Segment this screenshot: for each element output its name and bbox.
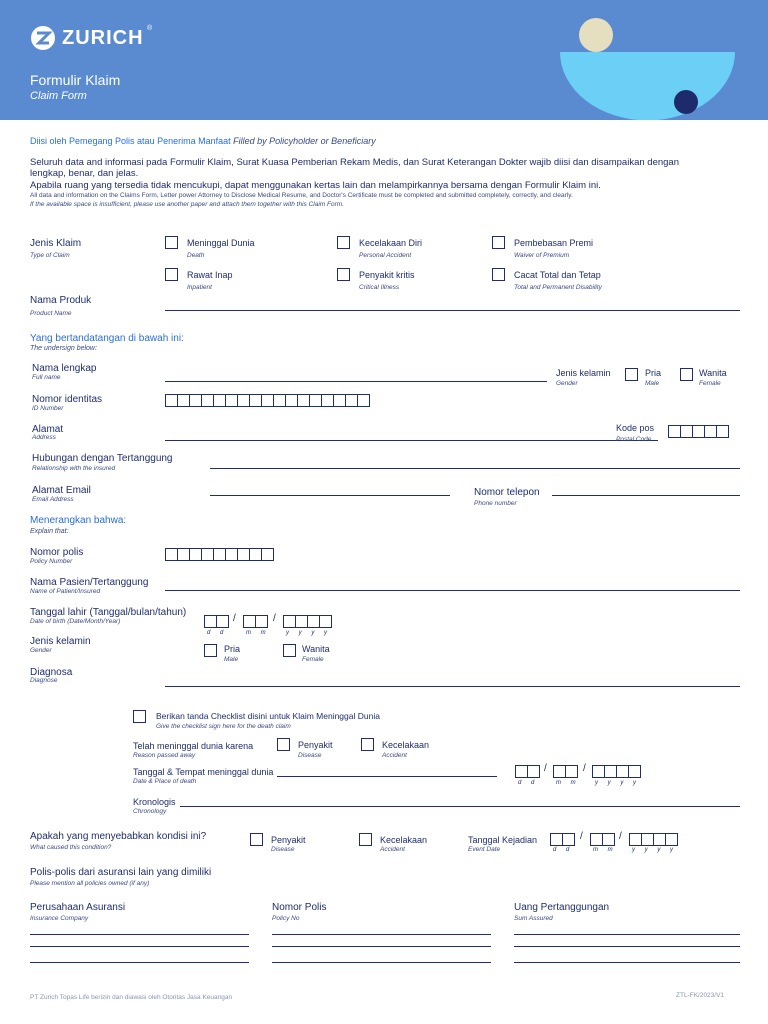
diagnosis-en: Diagnose [30,677,58,684]
header-decoration [0,0,768,120]
intro-para1-line2: lengkap, benar, dan jelas. [30,168,139,179]
col-insurance-company-en: Insurance Company [30,915,89,922]
death-slash-2: / [583,763,586,774]
undersign-title-en: The undersign below: [30,345,97,352]
dob-mm-hint: m m [246,630,270,636]
policy-number-label: Nomor polis [30,547,84,558]
brand-mark: ® [147,25,153,32]
checkbox-death-accident[interactable] [361,738,374,751]
postal-en: Postal Code [616,436,652,443]
header-banner [0,0,768,120]
cause-en: What caused this condition? [30,844,112,851]
footer-form-code: ZTL-FK/2023/V1 [676,992,725,999]
col-sum-assured-label: Uang Pertanggungan [514,902,610,913]
sum-assured-input-line-2[interactable] [514,946,740,947]
address-en: Address [32,434,56,441]
col-insurance-company-label: Perusahaan Asuransi [30,902,126,913]
checkbox-critical-illness[interactable] [337,268,350,281]
option-personal-accident-en: Personal Accident [359,252,412,259]
product-label-en: Product Name [30,310,72,317]
female-label: Wanita [699,368,727,378]
event-month-boxes[interactable] [590,833,614,846]
event-dd-hint: d d [553,847,574,853]
checkbox-inpatient[interactable] [165,268,178,281]
id-number-boxes[interactable] [165,394,369,407]
patient-male-label: Pria [224,644,241,654]
option-waiver-label: Pembebasan Premi [514,238,594,248]
dob-day-boxes[interactable] [204,615,228,628]
patient-name-input-line[interactable] [165,590,740,591]
event-date-label: Tanggal Kejadian [468,835,538,845]
dob-label: Tanggal lahir (Tanggal/bulan/tahun) [30,607,187,618]
phone-input-line[interactable] [552,495,740,496]
option-waiver-en: Waiver of Premium [514,252,570,259]
death-slash-1: / [544,763,547,774]
death-year-boxes[interactable] [592,765,640,778]
checkbox-patient-female[interactable] [283,644,296,657]
event-year-boxes[interactable] [629,833,677,846]
policy-no-input-line-1[interactable] [272,934,491,935]
death-yyyy-hint: y y y y [595,780,641,786]
footer-license: PT Zurich Topas Life berizin dan diawasi oleh Otoritas Jasa Keuangan [30,994,233,1001]
patient-gender-label: Jenis kelamin [30,636,91,647]
policy-number-boxes[interactable] [165,548,273,561]
patient-name-en: Name of Patient/Insured [30,588,101,595]
death-check-en: Give the checklist sign here for the death claim [156,723,291,730]
event-slash-1: / [580,831,583,842]
checkbox-cause-disease[interactable] [250,833,263,846]
explain-title: Menerangkan bahwa: [30,515,127,526]
checkbox-death-claim[interactable] [133,710,146,723]
gender-label: Jenis kelamin [556,368,611,378]
death-place-input-line[interactable] [277,776,497,777]
option-inpatient-en: Inpatient [187,284,212,291]
event-day-boxes[interactable] [550,833,574,846]
other-policies-label: Polis-polis dari asuransi lain yang dimiliki [30,867,212,878]
sum-assured-input-line-1[interactable] [514,934,740,935]
male-en: Male [645,380,660,387]
filled-by-note [30,136,376,146]
patient-male-en: Male [224,656,239,663]
option-tpd-en: Total and Permanent Disability [514,284,602,291]
death-month-boxes[interactable] [553,765,577,778]
checkbox-gender-male[interactable] [625,368,638,381]
chronology-label: Kronologis [133,797,176,807]
relationship-input-line[interactable] [210,468,740,469]
option-death-label: Meninggal Dunia [187,238,255,248]
email-input-line[interactable] [210,495,450,496]
col-policy-no-label: Nomor Polis [272,902,327,913]
dob-year-boxes[interactable] [283,615,331,628]
cause-label: Apakah yang menyebabkan kondisi ini? [30,831,207,842]
id-number-en: ID Number [32,405,64,412]
checkbox-gender-female[interactable] [680,368,693,381]
company-input-line-3[interactable] [30,962,249,963]
patient-gender-en: Gender [30,647,52,654]
claim-type-label: Jenis Klaim [30,238,82,249]
death-day-boxes[interactable] [515,765,539,778]
sum-assured-input-line-3[interactable] [514,962,740,963]
email-en: Email Address [32,496,74,503]
event-slash-2: / [619,831,622,842]
event-yyyy-hint: y y y y [632,847,678,853]
death-reason-en: Reason passed away [133,752,196,759]
relationship-en: Relationship with the insured [32,465,116,472]
death-disease-label: Penyakit [298,740,333,750]
option-tpd-label: Cacat Total dan Tetap [514,270,601,280]
other-policies-en: Please mention all policies owned (if any) [30,880,150,887]
cause-disease-en: Disease [271,846,295,853]
policy-no-input-line-3[interactable] [272,962,491,963]
dob-slash-2: / [273,613,276,624]
filled-by-text: Diisi oleh Pemegang Polis atau Penerima Manfaat [30,136,231,146]
death-place-label: Tanggal & Tempat meninggal dunia [133,767,274,777]
patient-female-en: Female [302,656,324,663]
dob-slash-1: / [233,613,236,624]
event-mm-hint: m m [593,847,617,853]
option-personal-accident-label: Kecelakaan Diri [359,238,423,248]
cause-accident-en: Accident [380,846,405,853]
event-date-en: Event Date [468,846,501,853]
form-title: Formulir Klaim [30,72,121,88]
checkbox-waiver-premium[interactable] [492,236,505,249]
zurich-logo-icon [30,25,56,51]
death-place-en: Date & Place of death [133,778,197,785]
female-en: Female [699,380,721,387]
chronology-input-line[interactable] [180,806,740,807]
death-accident-label: Kecelakaan [382,740,430,750]
death-reason-label: Telah meninggal dunia karena [133,741,254,751]
postal-code-boxes[interactable] [668,425,728,438]
option-critical-label: Penyakit kritis [359,270,415,280]
address-input-line[interactable] [165,440,658,441]
col-sum-assured-en: Sum Assured [514,915,553,922]
option-inpatient-label: Rawat Inap [187,270,233,280]
death-check-label: Berikan tanda Checklist disini untuk Klaim Meninggal Dunia [156,711,380,721]
full-name-en: Full name [32,374,61,381]
checkbox-patient-male[interactable] [204,644,217,657]
option-critical-en: Critical Illness [359,284,400,291]
form-subtitle: Claim Form [30,90,87,102]
policy-no-input-line-2[interactable] [272,946,491,947]
male-label: Pria [645,368,662,378]
option-death-en: Death [187,252,205,259]
death-dd-hint: d d [518,780,539,786]
checkbox-death-disease[interactable] [277,738,290,751]
death-mm-hint: m m [556,780,580,786]
explain-title-en: Explain that: [30,528,69,535]
checkbox-cause-accident[interactable] [359,833,372,846]
claim-type-label-en: Type of Claim [30,252,70,259]
product-input-line[interactable] [165,310,740,311]
checkbox-personal-accident[interactable] [337,236,350,249]
death-disease-en: Disease [298,752,322,759]
undersign-title: Yang bertandatangan di bawah ini: [30,333,184,344]
col-policy-no-en: Policy No [272,915,300,922]
patient-female-label: Wanita [302,644,330,654]
email-label: Alamat Email [32,485,91,496]
dob-month-boxes[interactable] [243,615,267,628]
company-input-line-1[interactable] [30,934,249,935]
company-input-line-2[interactable] [30,946,249,947]
diagnosis-label: Diagnosa [30,667,73,678]
brand-name: ZURICH [62,27,144,49]
diagnosis-input-line[interactable] [165,686,740,687]
address-label: Alamat [32,424,64,435]
gender-en: Gender [556,380,578,387]
patient-name-label: Nama Pasien/Tertanggung [30,577,149,588]
product-label: Nama Produk [30,295,92,306]
intro-para1-line1: Seluruh data and informasi pada Formulir Klaim, Surat Kuasa Pemberian Rekam Medis, dan Surat Keterangan Dokter wajib diisi dan disampaikan dengan [30,157,679,168]
intro-para2: Apabila ruang yang tersedia tidak mencukupi, dapat menggunakan kertas lain dan melampirkannya bersama dengan Formulir Klaim ini. [30,180,601,191]
postal-label: Kode pos [616,423,655,433]
phone-en: Phone number [474,500,517,507]
death-accident-en: Accident [382,752,407,759]
full-name-label: Nama lengkap [32,363,97,374]
id-number-label: Nomor identitas [32,394,103,405]
dob-yyyy-hint: y y y y [286,630,332,636]
cause-disease-label: Penyakit [271,835,306,845]
dob-dd-hint: d d [207,630,228,636]
relationship-label: Hubungan dengan Tertanggung [32,453,173,464]
cause-accident-label: Kecelakaan [380,835,428,845]
checkbox-death[interactable] [165,236,178,249]
checkbox-tpd[interactable] [492,268,505,281]
policy-number-en: Policy Number [30,558,73,565]
full-name-input-line[interactable] [165,381,547,382]
filled-by-text-en: Filled by Policyholder or Beneficiary [233,136,376,146]
chronology-en: Chronology [133,808,167,815]
intro-en1: All data and information on the Claims Form, Letter power Attorney to Disclose Medical Resume, and Doctor's Certificate must be completed and submitted completely, correctly, and clearly. [30,192,573,199]
dob-en: Date of birth (Date/Month/Year) [30,618,121,625]
intro-en2: If the available space is insufficient, please use another paper and attach them together with this Claim Form. [30,201,344,208]
phone-label: Nomor telepon [474,487,540,498]
